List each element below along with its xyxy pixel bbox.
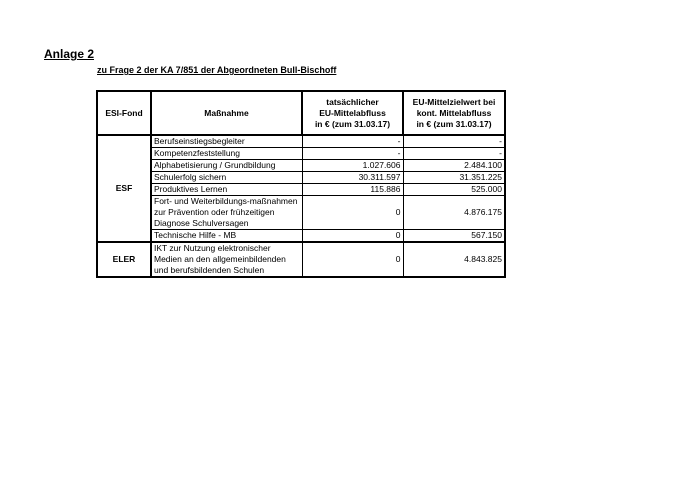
massnahme-cell: Technische Hilfe - MB: [151, 230, 302, 243]
abfluss-cell: 30.311.597: [302, 172, 403, 184]
page-subheading: zu Frage 2 der KA 7/851 der Abgeordneten Bull-Bischoff: [97, 65, 337, 75]
abfluss-cell: -: [302, 135, 403, 148]
table-row: [97, 135, 505, 148]
abfluss-cell: 1.027.606: [302, 160, 403, 172]
table-row: [97, 196, 505, 230]
fond-cell-esf: ESF: [97, 135, 151, 242]
massnahme-cell: Kompetenzfeststellung: [151, 148, 302, 160]
funding-table: [96, 90, 506, 278]
page-heading: Anlage 2: [44, 47, 95, 61]
header-ziel-line2: kont. Mittelabfluss: [416, 107, 492, 118]
header-massnahme: Maßnahme: [151, 91, 302, 135]
table-row: [97, 160, 505, 172]
header-abfluss-line1: tatsächlicher: [326, 96, 379, 107]
massnahme-cell: Schulerfolg sichern: [151, 172, 302, 184]
table-header-row: [97, 91, 505, 135]
massnahme-cell: Berufseinstiegsbegleiter: [151, 135, 302, 148]
header-abfluss: [302, 91, 403, 135]
ziel-cell: 4.876.175: [403, 196, 505, 230]
header-ziel-line3: in € (zum 31.03.17): [416, 118, 492, 129]
header-fond: ESI-Fond: [97, 91, 151, 135]
table-row: [97, 242, 505, 277]
header-ziel: [403, 91, 505, 135]
header-ziel-line1: EU-Mittelzielwert bei: [412, 96, 496, 107]
massnahme-cell: IKT zur Nutzung elektronischer Medien an den allgemeinbildenden und berufsbildenden Schulen: [151, 242, 302, 277]
ziel-cell: 2.484.100: [403, 160, 505, 172]
table-row: [97, 230, 505, 243]
ziel-cell: -: [403, 148, 505, 160]
abfluss-cell: 0: [302, 230, 403, 243]
abfluss-cell: -: [302, 148, 403, 160]
table-row: [97, 148, 505, 160]
ziel-cell: -: [403, 135, 505, 148]
fond-cell-eler: ELER: [97, 242, 151, 277]
ziel-cell: 31.351.225: [403, 172, 505, 184]
massnahme-cell: Produktives Lernen: [151, 184, 302, 196]
massnahme-cell: Fort- und Weiterbildungs-maßnahmen zur Prävention oder frühzeitigen Diagnose Schulversagen: [151, 196, 302, 230]
ziel-cell: 525.000: [403, 184, 505, 196]
header-abfluss-line3: in € (zum 31.03.17): [314, 118, 391, 129]
abfluss-cell: 0: [302, 196, 403, 230]
header-abfluss-line2: EU-Mittelabfluss: [319, 107, 386, 118]
abfluss-cell: 115.886: [302, 184, 403, 196]
ziel-cell: 567.150: [403, 230, 505, 243]
ziel-cell: 4.843.825: [403, 242, 505, 277]
table-row: [97, 172, 505, 184]
table-row: [97, 184, 505, 196]
massnahme-cell: Alphabetisierung / Grundbildung: [151, 160, 302, 172]
abfluss-cell: 0: [302, 242, 403, 277]
